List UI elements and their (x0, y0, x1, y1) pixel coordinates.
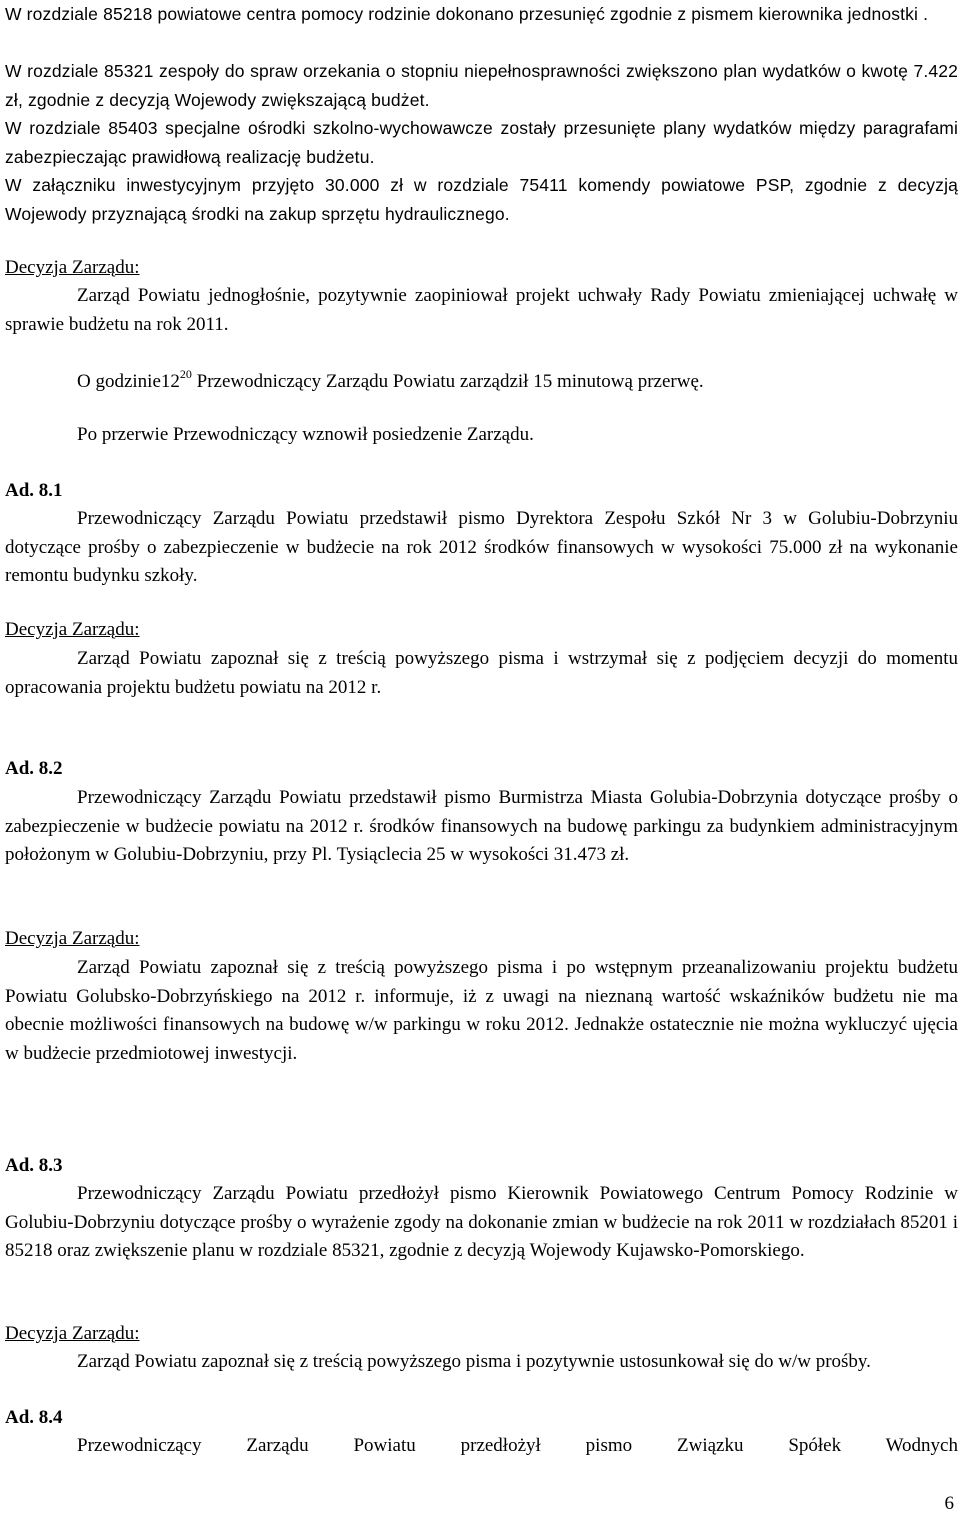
break-notice (77, 368, 958, 397)
page-number: 6 (944, 1493, 954, 1514)
intro-paragraph-3: W rozdziale 85403 specjalne ośrodki szkolno-wychowawcze zostały przesunięte plany wydatków między paragrafami zabezpieczając prawidłową realizację budżetu. (5, 118, 958, 167)
section-text-8-4: Przewodniczący Zarządu Powiatu przedłożył pismo Związku Spółek Wodnych (77, 1435, 958, 1456)
section-text-8-3: Przewodniczący Zarządu Powiatu przedłożył pismo Kierownik Powiatowego Centrum Pomocy Rodzinie w Golubiu-Dobrzyniu dotyczące prośby o wyrażenie zgody na dokonanie zmian w budżecie na rok 2011 w rozdziałach 85201 i 85218 oraz zwiększenie planu w rozdziale 85321, zgodnie z decyzją Wojewody Kujawsko-Pomorskiego. (5, 1183, 958, 1261)
section-heading-8-3: Ad. 8.3 (5, 1155, 63, 1176)
decision-label: Decyzja Zarządu: (5, 928, 140, 949)
decision-label: Decyzja Zarządu: (5, 619, 140, 640)
decision-label: Decyzja Zarządu: (5, 257, 140, 278)
break-minutes-superscript: 20 (179, 367, 192, 381)
section-heading-8-2: Ad. 8.2 (5, 758, 63, 779)
break-suffix: Przewodniczący Zarządu Powiatu zarządził 15 minutową przerwę. (191, 371, 704, 392)
decision-text: Zarząd Powiatu zapoznał się z treścią powyższego pisma i pozytywnie ustosunkował się do w/w prośby. (77, 1351, 871, 1372)
decision-text: Zarząd Powiatu zapoznał się z treścią powyższego pisma i wstrzymał się z podjęciem decyzji do momentu opracowania projektu budżetu powiatu na 2012 r. (5, 648, 958, 698)
intro-paragraph-1: W rozdziale 85218 powiatowe centra pomocy rodzinie dokonano przesunięć zgodnie z pismem kierownika jednostki . (5, 4, 929, 24)
section-heading-8-4: Ad. 8.4 (5, 1407, 63, 1428)
section-text-8-2: Przewodniczący Zarządu Powiatu przedstawił pismo Burmistrza Miasta Golubia-Dobrzynia dotyczące prośby o zabezpieczenie w budżecie powiatu na 2012 r. środków finansowych na budowę parkingu za budynkiem administracyjnym położonym w Golubiu-Dobrzyniu, przy Pl. Tysiąclecia 25 w wysokości 31.473 zł. (5, 787, 958, 865)
section-heading-8-1: Ad. 8.1 (5, 480, 63, 501)
decision-text: Zarząd Powiatu jednogłośnie, pozytywnie zaopiniował projekt uchwały Rady Powiatu zmieniającej uchwałę w sprawie budżetu na rok 2011. (5, 285, 958, 335)
decision-label: Decyzja Zarządu: (5, 1323, 140, 1344)
resume-notice: Po przerwie Przewodniczący wznowił posiedzenie Zarządu. (77, 424, 534, 445)
decision-text: Zarząd Powiatu zapoznał się z treścią powyższego pisma i po wstępnym przeanalizowaniu projektu budżetu Powiatu Golubsko-Dobrzyńskiego na 2012 r. informuje, iż z uwagi na nieznaną wartość wskaźników budżetu nie ma obecnie możliwości finansowych na budowę w/w parkingu w roku 2012. Jednakże ostatecznie nie można wykluczyć ujęcia w budżecie przedmiotowej inwestycji. (5, 957, 958, 1064)
intro-paragraph-2: W rozdziale 85321 zespoły do spraw orzekania o stopniu niepełnosprawności zwiększono plan wydatków o kwotę 7.422 zł, zgodnie z decyzją Wojewody zwiększającą budżet. (5, 61, 958, 110)
section-text-8-1: Przewodniczący Zarządu Powiatu przedstawił pismo Dyrektora Zespołu Szkół Nr 3 w Golubiu-Dobrzyniu dotyczące prośby o zabezpieczenie w budżecie na rok 2012 środków finansowych w wysokości 75.000 zł na wykonanie remontu budynku szkoły. (5, 508, 958, 586)
break-prefix: O godzinie12 (77, 371, 180, 392)
intro-paragraph-4: W załączniku inwestycyjnym przyjęto 30.000 zł w rozdziale 75411 komendy powiatowe PSP, zgodnie z decyzją Wojewody przyznającą środki na zakup sprzętu hydraulicznego. (5, 175, 958, 224)
